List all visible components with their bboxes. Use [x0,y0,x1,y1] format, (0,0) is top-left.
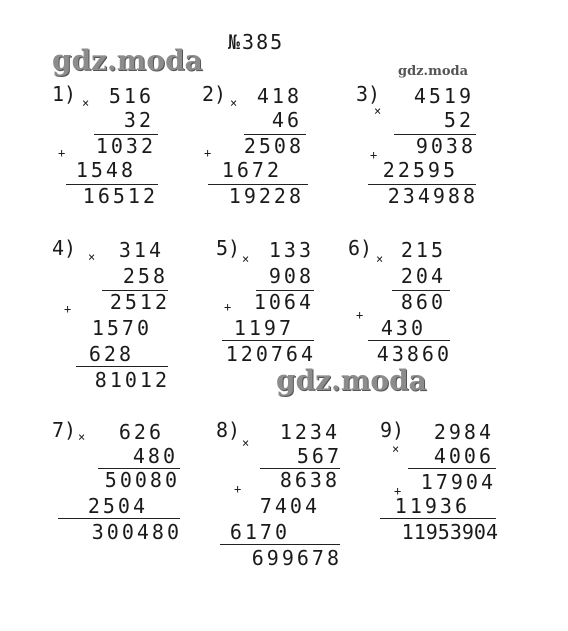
rule-line [380,518,496,519]
multiplicand: 4519 [413,84,474,108]
times-sign: × [392,442,400,456]
partial-product: 430 [380,316,426,340]
multiplicand: 133 [268,238,314,262]
plus-sign: + [234,482,242,496]
plus-sign: + [394,484,402,498]
partial-product: 2504 [87,494,148,518]
multiplicand: 626 [118,420,164,444]
plus-sign: + [64,302,72,316]
problem-9 [380,418,498,548]
times-sign: × [376,252,384,266]
product: 300480 [91,520,182,544]
partial-product: 1064 [253,290,314,314]
multiplier: 480 [132,444,178,468]
partial-product: 1197 [233,316,294,340]
plus-sign: + [224,300,232,314]
partial-product: 6170 [229,520,290,544]
partial-product: 1570 [91,316,152,340]
problem-label: 4) [52,236,77,260]
problem-3 [356,82,478,212]
partial-product: 17904 [420,470,496,494]
partial-product: 8638 [279,468,340,492]
product: 120764 [225,342,316,366]
partial-product: 9038 [415,134,476,158]
times-sign: × [78,430,86,444]
times-sign: × [88,250,96,264]
partial-product: 1672 [221,158,282,182]
rule-line [222,340,314,341]
multiplier: 46 [271,108,302,132]
partial-product: 628 [88,342,134,366]
problem-label: 3) [356,82,381,106]
watermark-logo: gdz.moda [52,44,203,77]
rule-line [220,544,340,545]
multiplier: 567 [296,444,342,468]
partial-product: 1548 [75,158,136,182]
problem-label: 1) [52,82,77,106]
problem-label: 7) [52,418,77,442]
times-sign: × [374,104,382,118]
multiplier: 32 [123,108,154,132]
multiplicand: 418 [256,84,302,108]
times-sign: × [242,252,250,266]
partial-product: 2508 [243,134,304,158]
rule-line [58,518,180,519]
problem-label: 5) [216,236,241,260]
multiplier: 204 [400,264,446,288]
product: 699678 [251,546,342,570]
partial-product: 1032 [95,134,156,158]
problem-8 [216,418,342,574]
problem-6 [348,236,452,366]
product: 81012 [94,368,170,392]
multiplicand: 215 [400,238,446,262]
problem-7 [52,418,182,548]
multiplicand: 516 [108,84,154,108]
exercise-number: №385 [228,30,285,54]
plus-sign: + [370,148,378,162]
product: 19228 [228,184,304,208]
problem-label: 2) [202,82,227,106]
problem-1 [52,82,164,212]
product: 11953904 [401,520,498,544]
plus-sign: + [356,308,364,322]
multiplier: 908 [268,264,314,288]
partial-product: 2512 [109,290,170,314]
watermark-logo-small: gdz.moda [398,64,469,79]
problem-4 [52,236,170,392]
times-sign: × [230,96,238,110]
multiplier: 258 [122,264,168,288]
partial-product: 22595 [382,158,458,182]
times-sign: × [82,96,90,110]
partial-product: 50080 [104,468,180,492]
watermark-logo-center: gdz.moda [276,364,427,397]
product: 234988 [387,184,478,208]
product: 16512 [82,184,158,208]
rule-line [408,468,496,469]
problem-2 [202,82,310,212]
partial-product: 860 [400,290,446,314]
product: 43860 [376,342,452,366]
multiplicand: 314 [118,238,164,262]
problem-label: 6) [348,236,373,260]
problem-label: 8) [216,418,241,442]
rule-line [368,340,450,341]
partial-product: 11936 [394,494,470,518]
problem-label: 9) [380,418,405,442]
multiplicand: 2984 [433,420,494,444]
plus-sign: + [58,146,66,160]
multiplier: 52 [443,108,474,132]
multiplicand: 1234 [279,420,340,444]
times-sign: × [242,436,250,450]
partial-product: 7404 [259,494,320,518]
plus-sign: + [204,146,212,160]
multiplier: 4006 [433,444,494,468]
rule-line [76,366,168,367]
problem-5 [216,236,316,366]
